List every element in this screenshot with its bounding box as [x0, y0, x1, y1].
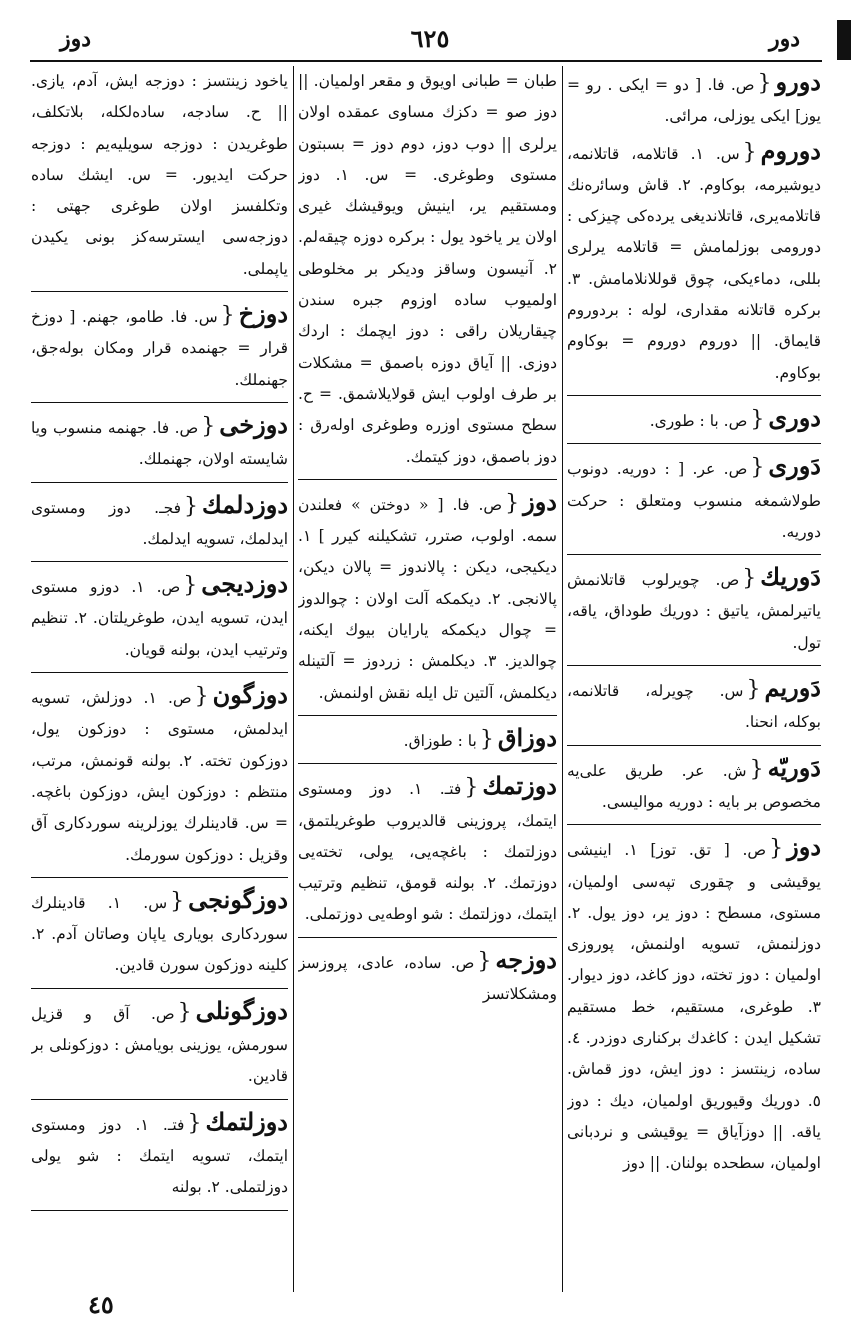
dictionary-entry-continued [298, 66, 557, 473]
thumb-index-mark [837, 20, 851, 60]
entry-definition: ص. چویرلوب قاتلانمش یاتیرلمش، یاتیق : دوریك طوداق، یاقه، تول. [567, 571, 821, 652]
column-left [31, 66, 288, 1286]
dictionary-entry: دوز{ص. فا. [ « دوختن » فعلندن سمه. اولوب، صترر، تشکیلنه کیرر ] ۱. دیکیجی، دیکن : پالاندوز = پالان دیکن، پالانجی. ۲. دیکمکه آلت اولان : چوالدوز = چوال دیکمکه یارایان بیوك ایکنه، چوالدیز. ۳. دیکلمش : زردوز = آلتینله دیکلمش، آلتین تل ایله نقش اولنمش. [298, 486, 557, 702]
entry-definition: یاخود زینتسز : دوزجه ایش، آدم، یازی. || ح. سادجه، ساده‌لکله، بلاتکلف، طوغریدن : دوزجه سویلیه‌یم : دوزجه حرکت ایدیور. = س. ایشك ساده وتکلفسز اولان طوغری جهتی : دوزجه‌سی ایسترسه‌کز بونی یکیدن یاپملی. [31, 72, 288, 278]
dictionary-entry: دورو{ص. فا. [ دو = ایکی . رو = یوز] ایکی یوزلی، مرائی. [567, 67, 821, 126]
dictionary-entry: دَوریّه{ش. عر. طریق علی‌یه مخصوص بر بایه : دوریه موالیسی. [567, 752, 821, 811]
dictionary-entry-continued [31, 66, 288, 285]
entry-headword: دوز [787, 832, 821, 862]
entry-definition: ش. عر. طریق علی‌یه مخصوص بر بایه : دوریه موالیسی. [567, 761, 821, 811]
entry-definition: س. چویرله، قاتلانمه، بوکله، انحنا. [567, 682, 821, 732]
entry-headword: دوزخی [219, 409, 288, 439]
entry-headword: دوزدیجی [201, 569, 288, 599]
dictionary-entry: دَوریم{س. چویرله، قاتلانمه، بوکله، انحنا. [567, 673, 821, 732]
entry-headword: دوزاق [497, 722, 557, 752]
dictionary-entry: دَوریك{ص. چویرلوب قاتلانمش یاتیرلمش، یاتیق : دوریك طوداق، یاقه، تول. [567, 562, 821, 652]
entry-definition: فجـ. دوز ومستوی ایدلمك، تسویه ایدلمك. [31, 498, 288, 548]
entry-headword: دَوری [768, 451, 821, 481]
entry-headword: دوزگون [212, 680, 288, 710]
entry-separator [31, 672, 288, 673]
entry-headword: دوزدلمك [202, 489, 288, 519]
column-right [567, 66, 821, 1286]
entry-definition: ص. آق و قزیل سورمش، یوزینی بویامش : دوزکونلی بر قادین. [31, 1004, 288, 1086]
dictionary-entry: دوزلتمك{فتـ. ۱. دوز ومستوی ایتمك، تسویه ایتمك : شو یولی دوزلتملی. ۲. بولنه [31, 1106, 288, 1197]
header-left-word: دوز [60, 26, 92, 52]
dictionary-entry: دوزگونجی{س. ۱. قادینلرك سوردکاری بویاری یاپان وصاتان آدم. ۲. کلینه دوزکون سورن قادین. [31, 884, 288, 975]
entry-definition: فتـ. ۱. دوز ومستوی ایتمك، تسویه ایتمك : شو یولی دوزلتملی. ۲. بولنه [31, 1115, 288, 1197]
entry-separator [567, 554, 821, 555]
page-header [30, 22, 830, 58]
entry-definition: ص. عر. [ : دوریه. دونوب طولاشمغه منسوب ومتعلق : حرکت دوریه. [567, 460, 821, 541]
entry-separator [298, 937, 557, 938]
entry-separator [567, 665, 821, 666]
page-number: ٦٢٥ [410, 24, 450, 53]
entry-definition: ص. با : طوری. [649, 411, 748, 430]
entry-definition: فتـ. ۱. دوز ومستوی ایتمك، پروزینی قالدیروب طوغریلتمق، دوزلتمك : باغچه‌یی، یولی، تخته‌یی دوزتمك. ۲. بولنه قومق، تنظیم وترتیب ایتمك، دوزلتمك : شو اوطه‌یی دوزتملی. [298, 780, 557, 924]
dictionary-entry: دوزجه{ص. ساده، عادی، پروزسز ومشکلاتسز [298, 944, 557, 1004]
entry-separator [567, 395, 821, 396]
column-divider-right [562, 66, 563, 1292]
entry-separator [31, 561, 288, 562]
entry-separator [567, 745, 821, 746]
signature-mark: ٤٥ [88, 1290, 114, 1319]
entry-separator [567, 824, 821, 825]
dictionary-entry: دوزتمك{فتـ. ۱. دوز ومستوی ایتمك، پروزینی قالدیروب طوغریلتمق، دوزلتمك : باغچه‌یی، یولی، تخته‌یی دوزتمك. ۲. بولنه قومق، تنظیم وترتیب ایتمك، دوزلتمك : شو اوطه‌یی دوزتملی. [298, 771, 557, 924]
entry-definition: س. ۱. قاتلامه، قاتلانمه، دیوشیرمه، بوکاوم. ۲. قاش وساﺋره‌نك قاتلامه‌یری، قاتلاندیغی یرده‌کی چیزکی : دورومی بوزلمامش = قاتلامه یرلری بللی، دماءیکی، چوق قوللانلامامش. ۳. برکره قاتلانه مقداری، لوله : بردوروم قایماق. || دوروم دوروم = بوکاوم بوکاوم. [567, 144, 821, 382]
dictionary-entry: دوزگونلی{ص. آق و قزیل سورمش، یوزینی بویامش : دوزکونلی بر قادین. [31, 995, 288, 1086]
entry-headword: دَوریك [760, 562, 821, 592]
dictionary-entry: دوزاق{با : طوزاق. [403, 722, 557, 752]
dictionary-entry: دوزخی{ص. فا. جهنمه منسوب ویا شایسته اولان، جهنملك. [31, 409, 288, 469]
entry-headword: دوزخ [238, 299, 288, 329]
entry-headword: دوزجه [495, 944, 557, 974]
dictionary-entry: دوزدلمك{فجـ. دوز ومستوی ایدلمك، تسویه ایدلمك. [31, 489, 288, 548]
dictionary-entry: دوزگون{ص. ۱. دوزلش، تسویه ایدلمش، مستوی : دوزکون یول، دوزکون تخته. ۲. بولنه قونمش، مرتب، منتظم : دوزکون ایش، دوزکون باغچه. = س. قادینلرك یوزلرینه سوردکاری آق وقزیل : دوزکون سورمك. [31, 680, 288, 864]
entry-headword: دوروم [760, 135, 821, 165]
dictionary-entry: دوروم{س. ۱. قاتلامه، قاتلانمه، دیوشیرمه، بوکاوم. ۲. قاش وساﺋره‌نك قاتلامه‌یری، قاتلاندیغی یرده‌کی چیزکی : دورومی بوزلمامش = قاتلامه یرلری بللی، دماءیکی، چوق قوللانلامامش. ۳. برکره قاتلانه مقداری، لوله : بردوروم قایماق. || دوروم دوروم = بوکاوم بوکاوم. [567, 135, 821, 382]
entry-definition: ص. ۱. دوزلش، تسویه ایدلمش، مستوی : دوزکون یول، دوزکون تخته. ۲. بولنه قونمش، مرتب، منتظم : دوزکون ایش، دوزکون باغچه. = س. قادینلرك یوزلرینه سوردکاری آق وقزیل : دوزکون سورمك. [31, 689, 288, 864]
entry-headword: دوز [523, 486, 557, 516]
header-right-word: دور [768, 26, 800, 52]
dictionary-entry: دوزدیجی{ص. ۱. دوزو مستوی ایدن، تسویه ایدن، طوغریلتان. ۲. تنظیم وترتیب ایدن، بولنه قویان. [31, 569, 288, 659]
entry-definition: با : طوزاق. [403, 731, 477, 750]
entry-separator [31, 1099, 288, 1100]
dictionary-entry: دوز{ص. [ تق. توز] ۱. اینیشی یوقیشی و چقوری تپه‌سی اولمیان، مستوی، مسطح : دوز یر، دوز یول. ۲. دوزلنمش، تسویه اولنمش، پوروزی اولمیان : دوز تخته، دوز کاغد، دوز دیوار. ۳. طوغری، مستقیم، خط مستقیم تشکیل ایدن : کاغدك برکناری دوزدر. ٤. ساده، زینتسز : دوز ایش، دوز قماش. ٥. دوریك وقیوریق اولمیان، دیك : دوز یاقه. || دوزآیاق = یوقیشی و نردبانی اولمیان، سطحده بولنان. || دوز [567, 832, 821, 1173]
entry-headword: دوری [768, 402, 821, 432]
dictionary-entry: دَوری{ص. عر. [ : دوریه. دونوب طولاشمغه منسوب ومتعلق : حرکت دوریه. [567, 451, 821, 541]
column-middle [298, 66, 557, 1286]
entry-headword: دَوریم [764, 673, 821, 703]
dictionary-entry: دوزخ{س. فا. طامو، جهنم. [ دوزخ قرار = جهنمده قرار ومکان بوله‌جق، جهنملك. [31, 299, 288, 389]
entry-separator [298, 479, 557, 480]
dictionary-entry: دوری{ص. با : طوری. [649, 402, 821, 432]
entry-definition: طبان = طبانی اویوق و مقعر اولمیان. || دوز صو = دکزك مساوی عمقده اولان یرلری || دوب دوز، دوم دوز = بسبتون مستوی وطوغری. = س. ۱. دوز ومستقیم یر، اینیش ویوقیشك غیری اولان یر یاخود یول : برکره دوزه چیقه‌لم. ۲. آنیسون وساقز ودیکر بر مخلوطی اولمیوب ساده اوزوم جبره سندن چیقاریلان راقی : دوز ایچمك : اردك دوزی. || آیاق دوزه باصمق = مشکلات بر طرف اولوب ایش قولایلاشمق. = ح. سطح مستوی اوزره وطوغری اوله‌رق : دوز باصمق، دوز کیتمك. [298, 72, 557, 466]
entry-separator [31, 402, 288, 403]
entry-definition: ص. فا. جهنمه منسوب ویا شایسته اولان، جهنملك. [31, 418, 288, 469]
entry-headword: دوزگونجی [188, 884, 288, 914]
entry-definition: س. ۱. قادینلرك سوردکاری بویاری یاپان وصاتان آدم. ۲. کلینه دوزکون سورن قادین. [31, 893, 288, 975]
entry-separator [31, 482, 288, 483]
entry-headword: دوزگونلی [195, 995, 288, 1025]
entry-definition: ص. ۱. دوزو مستوی ایدن، تسویه ایدن، طوغریلتان. ۲. تنظیم وترتیب ایدن، بولنه قویان. [31, 578, 288, 659]
entry-separator [31, 1210, 288, 1211]
entry-separator [567, 443, 821, 444]
entry-separator [298, 715, 557, 716]
entry-definition: ص. فا. [ دو = ایکی . رو = یوز] ایکی یوزلی، مرائی. [567, 76, 821, 126]
entry-headword: دوزلتمك [205, 1106, 288, 1136]
entry-separator [31, 291, 288, 292]
entry-separator [31, 988, 288, 989]
entry-headword: دَوریّه [767, 752, 821, 782]
column-divider-left [293, 66, 294, 1292]
entry-separator [298, 763, 557, 764]
entry-definition: ص. [ تق. توز] ۱. اینیشی یوقیشی و چقوری تپه‌سی اولمیان، مستوی، مسطح : دوز یر، دوز یول. ۲. دوزلنمش، تسویه اولنمش، پوروزی اولمیان : دوز تخته، دوز کاغد، دوز دیوار. ۳. طوغری، مستقیم، خط مستقیم تشکیل ایدن : کاغدك برکناری دوزدر. ٤. ساده، زینتسز : دوز ایش، دوز قماش. ٥. دوریك وقیوریق اولمیان، دیك : دوز یاقه. || دوزآیاق = یوقیشی و نردبانی اولمیان، سطحده بولنان. || دوز [567, 841, 821, 1173]
entry-separator [31, 877, 288, 878]
header-rule [30, 60, 822, 62]
entry-definition: ص. ساده، عادی، پروزسز ومشکلاتسز [298, 953, 557, 1004]
entry-definition: س. فا. طامو، جهنم. [ دوزخ قرار = جهنمده قرار ومکان بوله‌جق، جهنملك. [31, 308, 288, 389]
entry-headword: دورو [775, 67, 821, 96]
entry-definition: ص. فا. [ « دوختن » فعلندن سمه. اولوب، صترر، تشکیلنه کیرر ] ۱. دیکیجی، دیکن : پالاندوز = پالان دیکن، پالانجی. ۲. دیکمکه آلت اولان : چوالدوز = چوال دیکمکه یارایان بیوك ایکنه، چوالدیز. ۳. دیکلمش : زردوز = آلتینله دیکلمش، آلتین تل ایله نقش اولنمش. [298, 495, 557, 702]
entry-headword: دوزتمك [482, 771, 557, 801]
